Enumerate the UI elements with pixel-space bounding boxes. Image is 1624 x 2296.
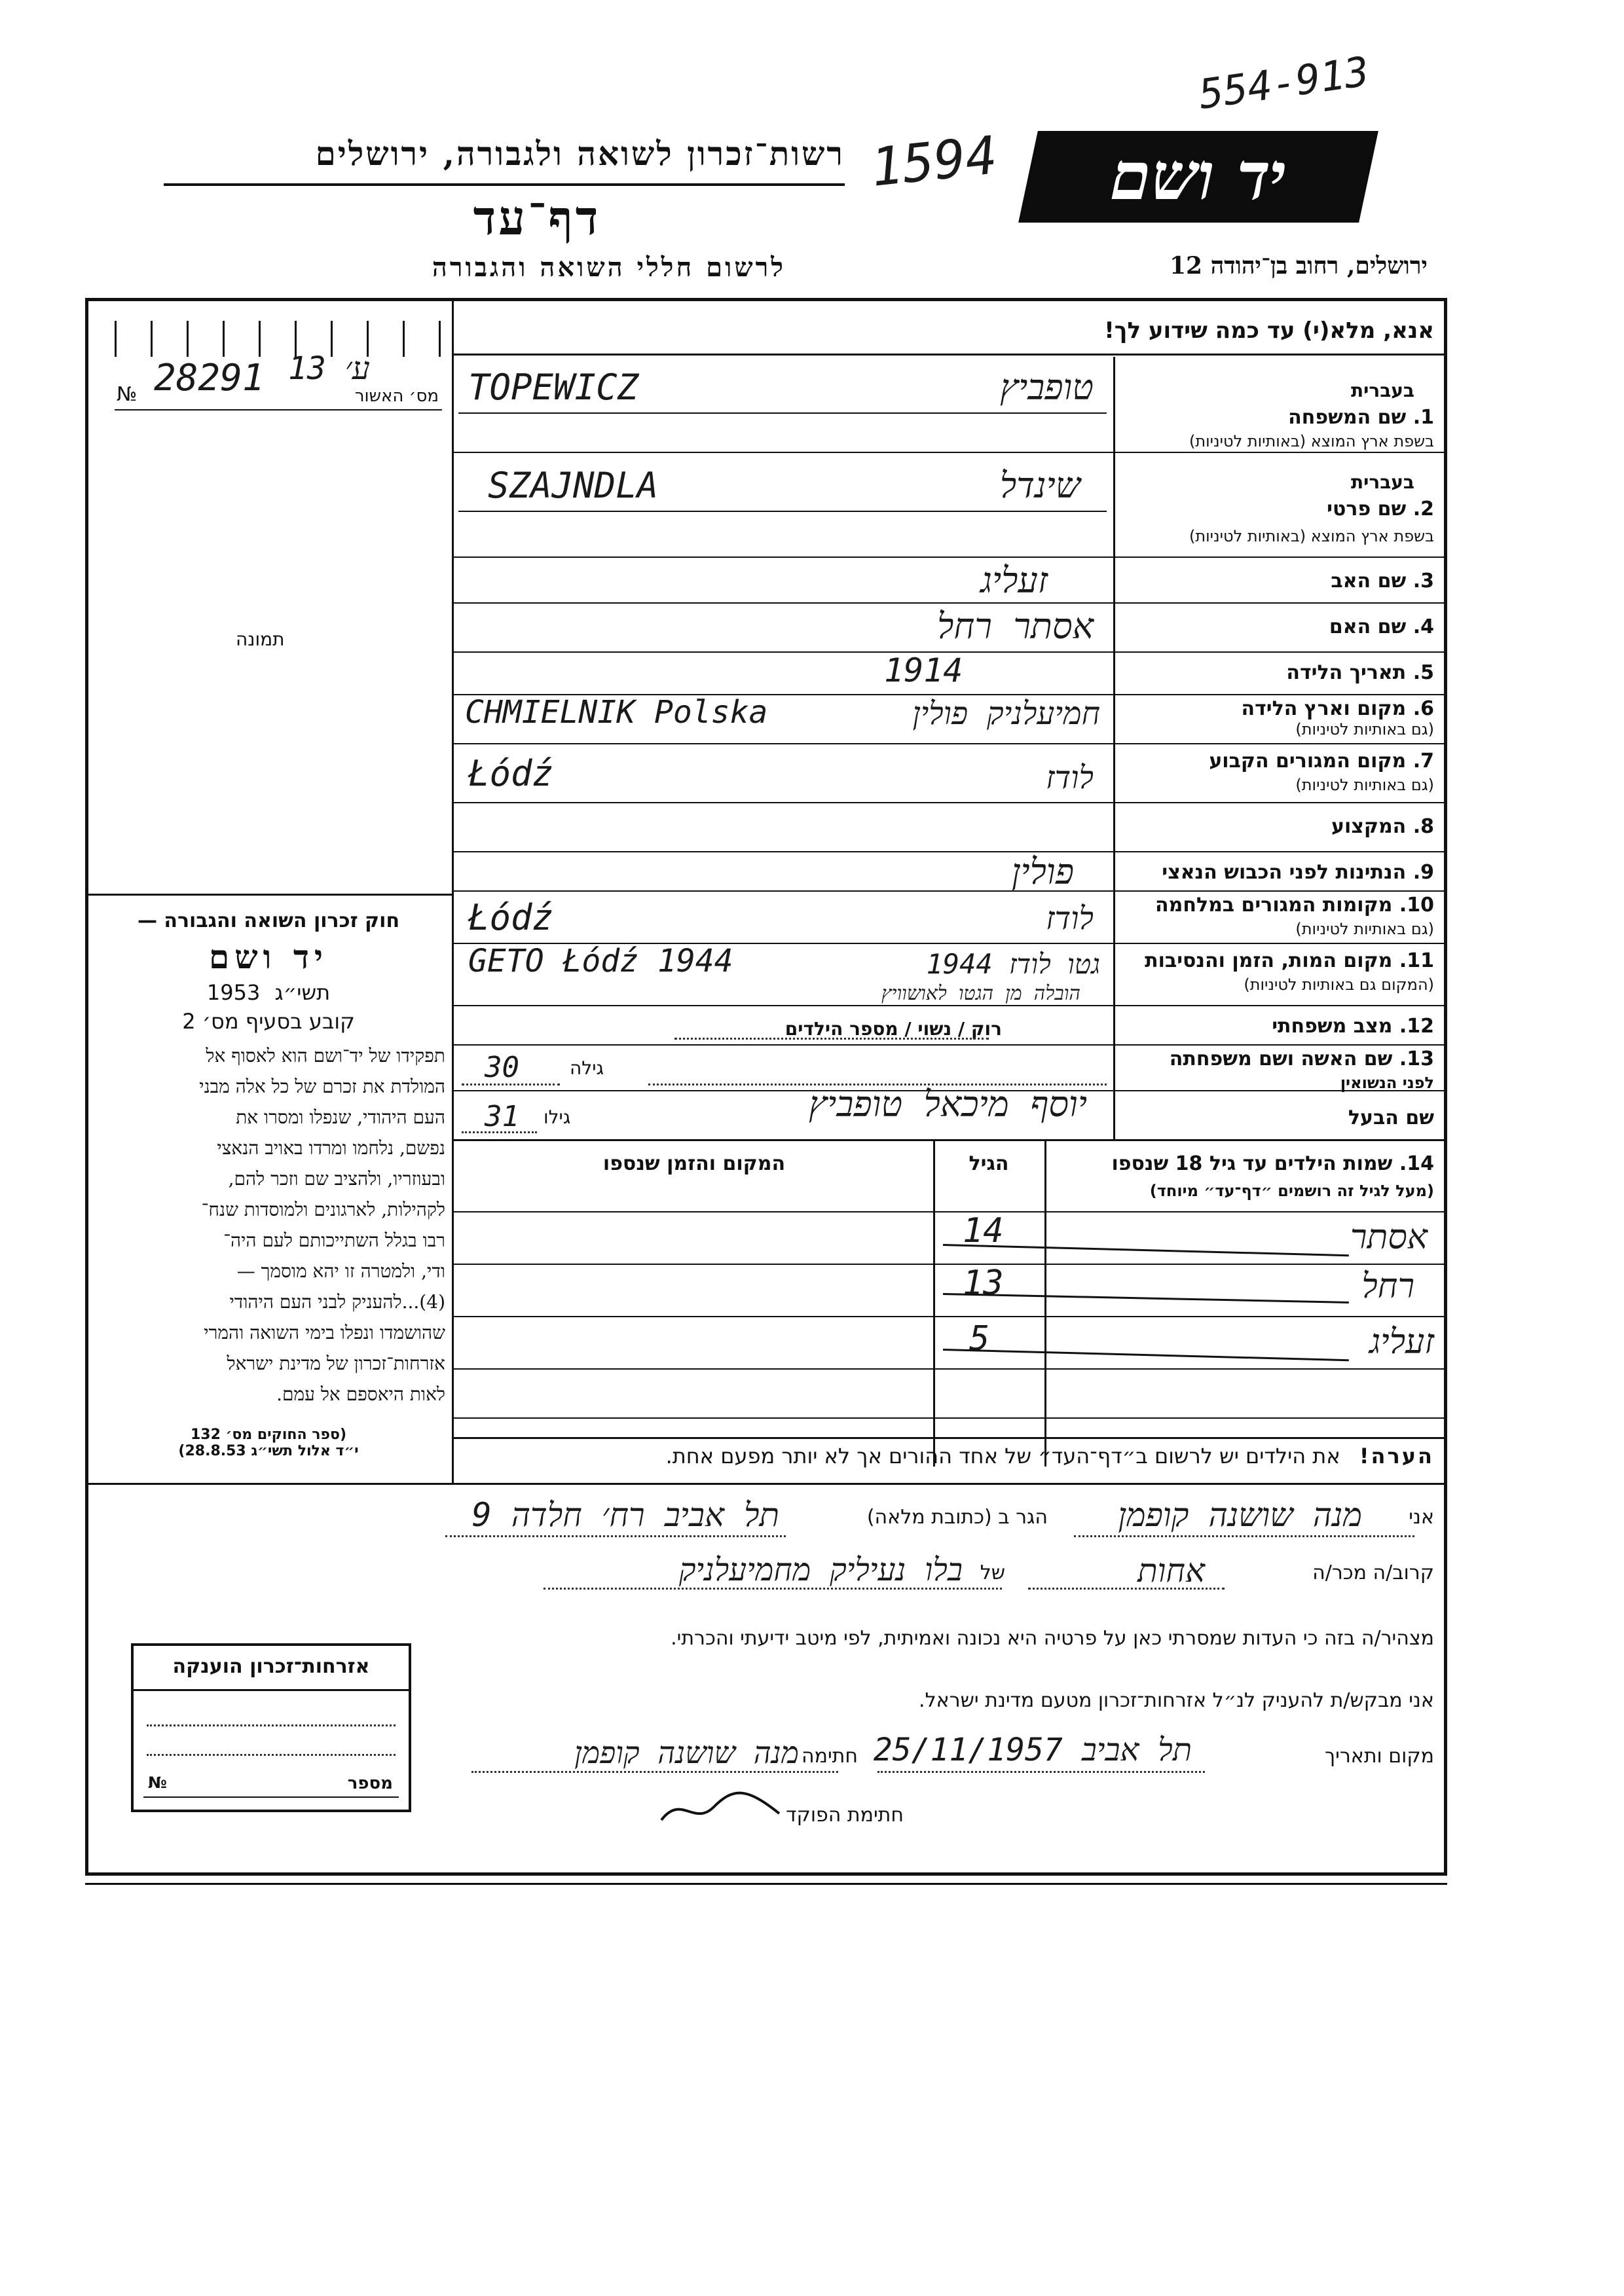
field1-hebrew[interactable]: טופביץ [999,367,1094,408]
photo-label: תמונה [236,629,285,650]
frame-right [1444,298,1447,1876]
field3-hebrew[interactable]: זעליג [980,560,1048,601]
decl-relative-name[interactable]: בלו נעיליק מחמיעלניק [678,1552,963,1588]
field3-num: 3. [1412,570,1434,592]
decl-line3: מצהיר/ה בזה כי העדות שמסרתי כאן על פרטיה היא נכונה ואמיתית, לפי מיטב ידיעתי והכרתי. [671,1627,1434,1650]
field4-label [1329,615,1434,638]
law-line-3: העם היהודי, שנפלו ומסרו את [236,1106,445,1128]
husband-age[interactable]: 31 [485,1100,519,1133]
child3-age[interactable]: 5 [969,1319,990,1358]
decl-line4: אני מבקש/ת להעניק לנ״ל אזרחות־זכרון מטעם מדינת ישראל. [919,1689,1434,1712]
frame-top [85,298,1447,301]
row-line-11 [452,1005,1447,1006]
field11-sub: (המקום גם באותיות לטיניות) [1244,975,1434,994]
husband-name[interactable]: יוסף מיכאל טופביץ [809,1084,1087,1125]
children-sub: (מעל לגיל זה רושמים ״דף־עד״ מיוחד) [1149,1182,1434,1200]
field13-age-label: גילה [570,1057,604,1079]
field6-latin[interactable]: CHMIELNIK Polska [465,694,768,731]
decl-name[interactable]: מנה שושנה קופמן [1118,1496,1362,1534]
field13-label [1170,1048,1434,1070]
field1-sub: בשפת ארץ המוצא (באותיות לטיניות) [1189,432,1434,450]
field4-num: 4. [1412,615,1434,638]
law-box [92,900,445,1459]
field10-name: מקומות המגורים במלחמה [1155,894,1393,917]
field8-label [1331,815,1434,838]
row-line-6 [452,743,1447,744]
law-box-top [85,894,452,896]
decl-place-date-line [877,1771,1205,1773]
approval-ticks [115,321,442,360]
row-line-1 [452,452,1447,453]
law-line-8: ודי, ולמטרה זו יהא מוסמך — [236,1260,445,1282]
children-row-line-2 [452,1316,1447,1317]
field9-hebrew[interactable]: פולין [1011,851,1074,892]
citizenship-no-sign: № [148,1774,167,1792]
frame-left [85,298,88,1876]
field5-num: 5. [1412,661,1434,684]
field12-label [1272,1015,1434,1038]
field6-label [1242,697,1434,720]
law-year: 1953 [206,980,261,1005]
note-text: את הילדים יש לרשום ב״דף־העד״ של אחד ההורים אך לא יותר מפעם אחת. [665,1444,1340,1468]
child1-name[interactable]: אסתר [1350,1218,1428,1257]
law-year-heb: תשי״ג [274,980,331,1005]
field6-sub: (גם באותיות לטיניות) [1295,720,1434,738]
citizenship-number-line [143,1796,399,1798]
law-clause: קובע בסעיף מס׳ 2 [182,1009,355,1034]
citizenship-title: אזרחות־זכרון הוענקה [172,1655,370,1678]
decl-place-date[interactable]: תל אביב 25/11/1957 [873,1732,1192,1768]
law-heading: חוק זכרון השואה והגבורה — [137,909,400,932]
field10-num: 10. [1399,894,1434,917]
field2-name: שם פרטי [1327,498,1407,520]
field11-name: מקום המות, הזמן והנסיבות [1145,949,1393,972]
field9-name: הנתינות לפני הכבוש הנאצי [1162,861,1407,884]
field6-name: מקום וארץ הלידה [1241,697,1407,720]
field7-latin[interactable]: Łódź [468,753,554,794]
field2-sub: בשפת ארץ המוצא (באותיות לטיניות) [1189,527,1434,545]
citizenship-box [131,1643,411,1812]
child1-strike [943,1244,1349,1256]
law-line-7: רבו בגלל השתייכותם לעם היה־ [223,1230,445,1251]
decl-place-date-label: מקום ותאריך [1325,1745,1434,1768]
citizenship-dotted-1 [147,1724,396,1726]
field2-hebrew[interactable]: שינדל [999,465,1080,506]
field9-num: 9. [1412,861,1434,884]
children-age-header: הגיל [969,1152,1009,1175]
field10-sub: (גם באותיות לטיניות) [1295,920,1434,938]
law-footnote-1: (ספר החוקים מס׳ 132 [190,1427,347,1443]
field6-num: 6. [1412,697,1434,720]
field1-num: 1. [1412,406,1434,429]
archive-number: 554-913 [1196,47,1373,118]
field10-label [1155,894,1434,917]
decl-relation[interactable]: אחות [1137,1552,1205,1590]
instruction: אנא, מלא(י) עד כמה שידוע לך! [1104,318,1434,344]
field6-hebrew[interactable]: חמיעלניק פולין [912,695,1100,732]
children-row-line-1 [452,1264,1447,1265]
row-line-8 [452,851,1447,852]
field7-num: 7. [1412,750,1434,773]
decl-line1-mid: הגר ב (כתובת מלאה) [866,1506,1048,1529]
field2-latin[interactable]: SZAJNDLA [488,465,659,506]
law-line-1: תפקידו של יד־ושם הוא לאסוף אל [206,1045,445,1066]
field7-name: מקום המגורים הקבוע [1209,750,1407,773]
law-line-4: נפשם, נלחמו ומרדו באויב הנאצי [217,1137,445,1159]
law-text [92,1040,445,1410]
child3-strike [943,1349,1349,1361]
children-title [1111,1152,1434,1175]
row-line-2 [452,556,1447,558]
note-bottom-line [85,1483,1447,1485]
children-row-line-3 [452,1368,1447,1370]
field2-tag: בעברית [1350,471,1414,493]
field12-line [674,1038,989,1040]
row-line-12 [452,1044,1447,1046]
field7-label [1209,750,1434,773]
field8-num: 8. [1412,815,1434,838]
citizenship-number-label: מספר [347,1774,393,1793]
label-column-divider [1113,357,1115,1139]
row1-mid-line [458,412,1107,414]
children-row-line-4 [452,1417,1447,1419]
children-header-line [452,1211,1447,1212]
law-footnote-2: י״ד אלול תשי״ג 28.8.53) [178,1443,359,1459]
officer-signature [655,1781,786,1833]
field13-sub: לפני הנשואין [1340,1074,1434,1092]
decl-line1-name-line [1074,1535,1414,1537]
address: ירושלים, רחוב בן־יהודה 12 [1169,252,1428,280]
law-line-6: לקהילות, לארגונים ולמוסדות שנח־ [201,1199,445,1220]
frame-bottom-1 [85,1872,1447,1876]
form-title: דף־עד [473,190,601,246]
frame-bottom-2 [85,1883,1447,1885]
field2-label [1327,498,1434,520]
field13-age[interactable]: 30 [485,1051,519,1084]
field9-label [1162,861,1434,884]
field1-name: שם המשפחה [1288,406,1407,429]
husband-age-label: גילו [544,1106,571,1128]
children-place-header: המקום והזמן שנספו [602,1152,786,1175]
field5-date[interactable]: 1914 [884,651,963,689]
approval-label: מס׳ האשור [354,386,439,406]
field12-num: 12. [1399,1015,1434,1038]
yad-vashem-logo [1018,131,1378,223]
field7-hebrew[interactable]: לודז [1046,759,1094,796]
field13-name: שם האשה ושם משפחתה [1169,1048,1393,1070]
field1-latin[interactable]: TOPEWICZ [468,367,639,408]
field4-hebrew[interactable]: אסתר רחל [937,606,1094,647]
child2-name[interactable]: רחל [1361,1267,1414,1306]
field3-label [1331,570,1434,592]
decl-line2-prefix: קרוב/ה מכר/ה [1312,1561,1434,1584]
form-subtitle: לרשום חללי השואה והגבורה [432,252,786,283]
field11-hebrew[interactable]: גטו לודז 1944 [926,948,1100,980]
logo-text: יד ושם [1102,137,1295,215]
child3-name[interactable]: זעליג [1369,1322,1434,1362]
approval-number-2: ע׳ 13 [288,350,370,387]
citizenship-dotted-2 [147,1754,396,1756]
decl-address-line [445,1535,786,1537]
law-line-12: לאות היאספם אל עמם. [276,1383,445,1405]
field11-extra[interactable]: הובלה מן הגטו לאושוויץ [881,982,1080,1005]
field5-name: תאריך הלידה [1286,661,1407,684]
field10-latin[interactable]: Łódź [468,897,554,938]
field13-num: 13. [1399,1048,1434,1070]
field11-num: 11. [1399,949,1434,972]
instruction-underline [452,354,1447,355]
row-line-3 [452,602,1447,604]
citizenship-title-line [134,1689,409,1691]
husband-label: שם הבעל [1348,1106,1434,1129]
authority-underline [164,183,845,186]
note [666,1444,1434,1468]
row-line-9 [452,890,1447,892]
field1-label [1288,406,1434,429]
law-line-11: אזרחות־זכרון של מדינת ישראל [227,1353,445,1374]
field7-sub: (גם באותיות לטיניות) [1295,776,1434,794]
decl-address[interactable]: תל אביב רח׳ חלדה 9 [471,1496,779,1534]
law-name: יד ושם [209,938,328,976]
field3-name: שם האב [1331,570,1407,592]
field5-label [1286,661,1434,684]
field1-tag: בעברית [1350,380,1414,401]
decl-signature[interactable]: מנה שושנה קופמן [574,1735,799,1770]
approval-number: 28291 [154,357,265,399]
decl-signature-line [471,1771,838,1773]
field2-num: 2. [1412,498,1434,520]
field8-name: המקצוע [1331,815,1407,838]
approval-no-sign: № [117,383,138,406]
row-line-7 [452,802,1447,803]
child2-age[interactable]: 13 [963,1264,1004,1303]
field11-label [1145,949,1434,972]
handwritten-mark: 1594 [868,124,1000,198]
authority-line: רשות־זכרון לשואה ולגבורה, ירושלים [315,134,845,173]
field12-name: מצב משפחתי [1272,1015,1393,1038]
row-line-14 [452,1139,1447,1141]
law-line-10: שהושמדו ונפלו בימי השואה והמרי [204,1322,445,1343]
row2-mid-line [458,511,1107,512]
field4-name: שם האם [1329,615,1407,638]
field11-latin[interactable]: GETO Łódź 1944 [468,943,733,979]
decl-officer-label: חתימת הפוקד [786,1804,904,1827]
decl-signature-label: חתימה [801,1745,858,1768]
law-line-2: המולדת את זכרם של כל אלה מבני [199,1076,445,1097]
child1-age[interactable]: 14 [963,1211,1004,1250]
approval-underline [115,409,442,410]
note-label: הערה! [1359,1444,1434,1468]
children-num: 14. [1399,1152,1434,1175]
law-line-9: (4)...להעניק לבני העם היהודי [229,1291,445,1313]
field12-options: רוק / נשוי / מספר הילדים [784,1018,1002,1040]
field10-hebrew[interactable]: לודז [1046,900,1094,937]
children-title-text: שמות הילדים עד גיל 18 שנספו [1111,1152,1393,1175]
note-top-line [452,1437,1447,1439]
child2-strike [943,1293,1349,1303]
decl-line2-of: של [980,1561,1005,1584]
decl-line1-prefix: אני [1409,1506,1434,1529]
law-line-5: ובעוזריו, ולהציב שם וזכר להם, [228,1168,445,1190]
